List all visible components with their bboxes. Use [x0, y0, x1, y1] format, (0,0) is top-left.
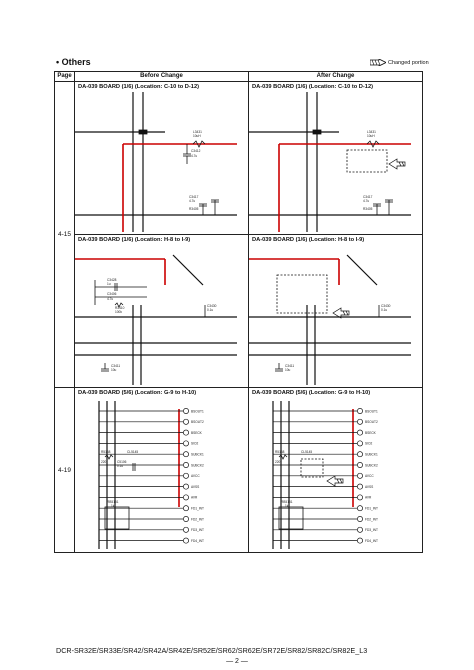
label-c3430: C3430 — [207, 304, 217, 308]
signal-label: FD2_INT — [191, 517, 204, 522]
label-10uh: 10uH — [367, 134, 375, 138]
before-cell — [75, 388, 249, 553]
test-point — [183, 462, 188, 467]
schematic-diagram — [75, 245, 237, 385]
change-table — [54, 71, 423, 553]
test-point — [357, 516, 362, 521]
signal-label: AVSS — [191, 484, 200, 489]
table-row — [55, 235, 423, 388]
page-number: — 2 — — [226, 658, 248, 665]
table-row — [55, 82, 423, 235]
test-point — [357, 538, 362, 543]
test-point — [357, 452, 362, 457]
signal-label: FD4_INT — [365, 538, 378, 543]
model-list: DCR-SR32E/SR33E/SR42/SR42A/SR42E/SR52E/SR62/SR62E/SR72E/SR82/SR82C/SR82E_L3 — [56, 646, 368, 655]
schematic-diagram — [249, 92, 411, 232]
label-r3405: R3405 — [363, 207, 373, 211]
board-title: DA-039 BOARD (1/6) (Location: C-10 to D-12) — [252, 84, 374, 90]
test-point — [183, 473, 188, 478]
header-before: Before Change — [75, 72, 249, 82]
test-point — [357, 419, 362, 424]
label-c3406: C3406 — [107, 292, 117, 296]
test-point — [183, 430, 188, 435]
changed-portion-legend — [370, 59, 429, 66]
label-0-1u: 0.1u — [207, 308, 214, 312]
label-4-7u: 4.7u — [191, 154, 198, 158]
board-title: DA-039 BOARD (5/6) (Location: G-9 to H-10) — [252, 390, 371, 396]
test-point — [183, 484, 188, 489]
page-number-cell: 4-15 — [55, 82, 75, 388]
signal-label: SIO2 — [191, 441, 199, 446]
label-cl5145: CL5145 — [127, 450, 139, 454]
signal-label: AVR — [191, 495, 198, 500]
label-10u: 10u — [285, 368, 291, 372]
schematic-diagram — [75, 398, 237, 550]
board-title: DA-039 BOARD (1/6) (Location: H-8 to I-9) — [252, 237, 365, 243]
changed-portion-text: Changed portion — [388, 59, 429, 66]
header-after: After Change — [249, 72, 423, 82]
page-number-cell: 4-19 — [55, 388, 75, 553]
signal-label: FD3_INT — [365, 528, 378, 533]
signal-label: BSECK — [191, 430, 202, 435]
test-point — [183, 408, 188, 413]
signal-label: SUBCK1 — [365, 452, 378, 457]
after-cell — [249, 388, 423, 553]
signal-label: SUBCK1 — [191, 452, 204, 457]
label-220: 220 — [101, 460, 107, 464]
signal-label: FD4_INT — [191, 538, 204, 543]
label-l3431: L3431 — [367, 130, 376, 134]
signal-label: SUBCK2 — [191, 463, 204, 468]
label-r3410: R3410 — [115, 306, 125, 310]
label-10u: 10u — [111, 368, 117, 372]
test-point — [183, 419, 188, 424]
signal-label: FD1_INT — [191, 506, 204, 511]
label-cl5145: CL5145 — [301, 450, 313, 454]
schematic-diagram — [249, 398, 411, 550]
test-point — [183, 516, 188, 521]
label-c3411: C3411 — [111, 364, 121, 368]
schematic-diagram — [75, 92, 237, 232]
label-4-7u-b: 4.7u — [189, 199, 196, 203]
before-cell — [75, 82, 249, 235]
label-4-7u: 4.7u — [107, 297, 114, 301]
schematic-diagram — [249, 245, 411, 385]
after-cell — [249, 235, 423, 388]
signal-label: BSECK — [365, 430, 376, 435]
test-point — [357, 527, 362, 532]
label-10uh: 10uH — [193, 134, 201, 138]
test-point — [183, 538, 188, 543]
signal-label: FD1_INT — [365, 506, 378, 511]
test-point — [183, 527, 188, 532]
test-point — [357, 441, 362, 446]
signal-label: BSOUT1 — [191, 409, 204, 414]
test-point — [357, 430, 362, 435]
label-c3411: C3411 — [285, 364, 295, 368]
label-1k: 1k — [285, 504, 289, 508]
signal-label: BSOUT1 — [365, 409, 378, 414]
label-c3430: C3430 — [381, 304, 391, 308]
label-4-7u-b: 4.7u — [363, 199, 370, 203]
test-point — [357, 484, 362, 489]
test-point — [357, 408, 362, 413]
section-title: • Others — [56, 57, 91, 67]
before-cell — [75, 235, 249, 388]
test-point — [357, 495, 362, 500]
changed-arrow-icon — [327, 476, 343, 486]
label-1k: 1k — [111, 504, 115, 508]
test-point — [183, 452, 188, 457]
label-c3417: C3417 — [189, 195, 199, 199]
test-point — [183, 495, 188, 500]
label-c3428: C3428 — [107, 278, 117, 282]
test-point — [183, 441, 188, 446]
label-0-1u: 0.1u — [381, 308, 388, 312]
board-title: DA-039 BOARD (5/6) (Location: G-9 to H-10) — [78, 390, 197, 396]
label-rb5151: RB5151 — [281, 500, 293, 504]
board-title: DA-039 BOARD (1/6) (Location: C-10 to D-12) — [78, 84, 200, 90]
after-cell — [249, 82, 423, 235]
signal-label: BSOUT2 — [365, 420, 378, 425]
label-rb5151: RB5151 — [107, 500, 119, 504]
label-r5158: R5158 — [101, 450, 111, 454]
test-point — [357, 506, 362, 511]
signal-label: FD2_INT — [365, 517, 378, 522]
label-r3405: R3405 — [189, 207, 199, 211]
test-point — [357, 473, 362, 478]
signal-label: BSOUT2 — [191, 420, 204, 425]
signal-label: SIO2 — [365, 441, 373, 446]
signal-label: SUBCK2 — [365, 463, 378, 468]
label-100k: 100k — [115, 310, 122, 314]
header-page: Page — [55, 72, 75, 82]
signal-label: AVR — [365, 495, 372, 500]
signal-label: AVCC — [191, 474, 200, 479]
signal-label: AVCC — [365, 474, 374, 479]
label-220: 220 — [275, 460, 281, 464]
label-1u: 1u — [107, 282, 111, 286]
label-r5158: R5158 — [275, 450, 285, 454]
label-c3417: C3417 — [363, 195, 373, 199]
test-point — [183, 506, 188, 511]
changed-arrow-icon — [370, 59, 386, 66]
table-row — [55, 388, 423, 553]
board-title: DA-039 BOARD (1/6) (Location: H-8 to I-9) — [78, 237, 191, 243]
label-0-1u: 0.1u — [117, 464, 124, 468]
changed-arrow-icon — [389, 159, 405, 169]
label-l3431: L3431 — [193, 130, 202, 134]
signal-label: AVSS — [365, 484, 374, 489]
test-point — [357, 462, 362, 467]
signal-label: FD3_INT — [191, 528, 204, 533]
label-c5106: C5106 — [117, 460, 127, 464]
label-c3412: C3412 — [191, 149, 201, 153]
table-header-row — [55, 72, 423, 82]
